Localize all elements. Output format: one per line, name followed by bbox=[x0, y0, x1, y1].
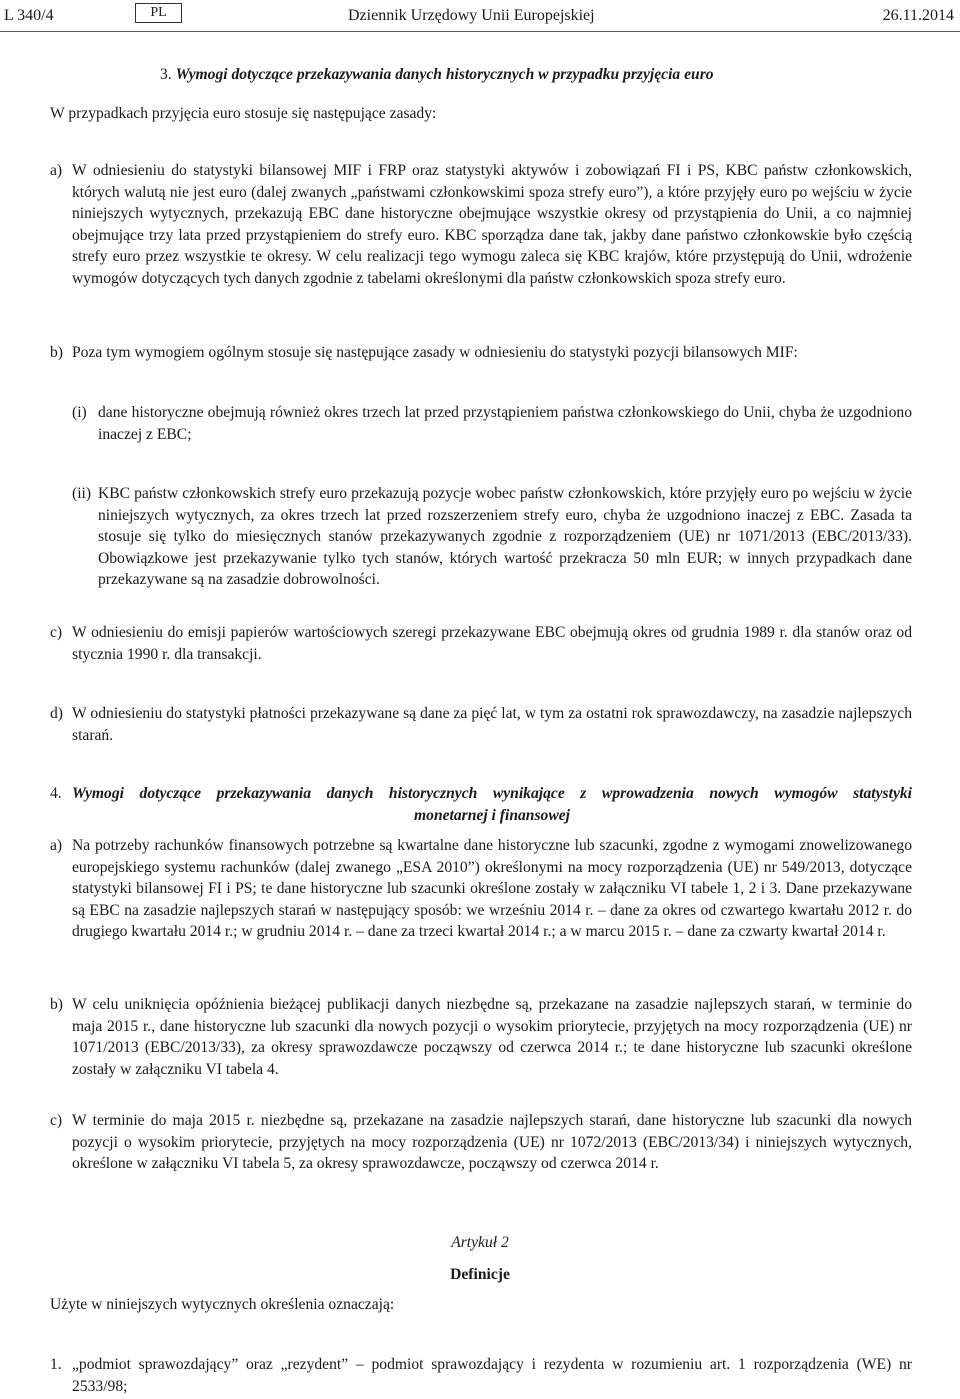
page-reference: L 340/4 bbox=[4, 7, 54, 24]
item-3a-marker: a) bbox=[50, 162, 63, 179]
header-divider bbox=[0, 31, 960, 32]
section-3-number: 3. bbox=[160, 66, 172, 83]
article-2-intro: Użyte w niniejszych wytycznych określenia oznaczają: bbox=[50, 1296, 395, 1313]
item-3b-i-marker: (i) bbox=[72, 404, 87, 421]
item-3b-marker: b) bbox=[50, 344, 63, 361]
definition-1-marker: 1. bbox=[50, 1356, 62, 1373]
definition-1-text: „podmiot sprawozdający” oraz „rezydent” – podmiot sprawozdający i rezydenta w rozumieniu art. 1 rozporządzenia (WE) nr 2533/98; bbox=[72, 1356, 912, 1395]
journal-header bbox=[0, 5, 960, 29]
item-3b-ii-marker: (ii) bbox=[72, 485, 92, 502]
item-4c-marker: c) bbox=[50, 1112, 63, 1129]
item-3b-text: Poza tym wymogiem ogólnym stosuje się następujące zasady w odniesieniu do statystyki pozycji bilansowych MIF: bbox=[72, 344, 798, 361]
section-3-intro: W przypadkach przyjęcia euro stosuje się następujące zasady: bbox=[50, 105, 437, 122]
item-3d-marker: d) bbox=[50, 705, 63, 722]
item-3c-marker: c) bbox=[50, 624, 63, 641]
article-2-title: Definicje bbox=[450, 1266, 510, 1283]
section-3-title: Wymogi dotyczące przekazywania danych historycznych w przypadku przyjęcia euro bbox=[175, 66, 714, 83]
publication-date: 26.11.2014 bbox=[882, 7, 954, 24]
item-4b-text: W celu uniknięcia opóźnienia bieżącej publikacji danych niezbędne są, przekazane na zasadzie najlepszych starań, w terminie do maja 2015 r., dane historyczne lub szacunki dla nowych pozycji o wysokim priorytecie, przyjętych na mocy rozporządzenia (UE) nr 1071/2013 (EBC/2013/33), za okresy sprawozdawcze począwszy od czerwca 2014 r.; te dane historyczne lub szacunki określone zostały w załączniku VI tabela 4. bbox=[72, 996, 912, 1078]
item-3d-text: W odniesieniu do statystyki płatności przekazywane są dane za pięć lat, w tym za ostatni rok sprawozdawczy, na zasadzie najlepszych starań. bbox=[72, 705, 912, 744]
item-3b-i-text: dane historyczne obejmują również okres trzech lat przed przystąpieniem państwa członkowskiego do Unii, chyba że uzgodniono inaczej z EBC; bbox=[98, 404, 912, 443]
journal-title: Dziennik Urzędowy Unii Europejskiej bbox=[348, 7, 595, 24]
section-4-title-line-2: monetarnej i finansowej bbox=[414, 806, 570, 824]
section-3-heading bbox=[160, 64, 940, 86]
item-3a-text: W odniesieniu do statystyki bilansowej MIF i FRP oraz statystyki aktywów i zobowiązań FI i PS, KBC państw członkowskich, których walutą nie jest euro (dalej zwanych „państwami członkowskimi spoza strefy euro”), a które przyjęły euro po wejściu w życie niniejszych wytycznych, przekazują EBC dane historyczne obejmujące wszystkie okresy od przystąpienia do Unii, a co najmniej obejmujące trzy lata przed przystąpieniem do strefy euro. KBC sporządza dane tak, jakby dane państwo członkowskie było częścią strefy euro przez wszystkie te okresy. W celu realizacji tego wymogu zaleca się KBC krajów, które przystępują do Unii, wdrożenie wymogów dotyczących tych danych zgodnie z tabelami określonymi dla państw członkowskich spoza strefy euro. bbox=[72, 162, 912, 287]
item-3b-ii-text: KBC państw członkowskich strefy euro przekazują pozycje wobec państw członkowskich, które przyjęły euro po wejściu w życie niniejszych wytycznych, za okres trzech lat przed rozszerzeniem strefy euro, chyba że uzgodniono inaczej z EBC. Zasada ta stosuje się tylko do miesięcznych stanów przekazywanych zgodnie z rozporządzeniem (UE) nr 1071/2013 (EBC/2013/33). Obowiązkowe jest przekazywanie tylko tych stanów, których wartość przekracza 50 mln EUR; w innych przypadkach dane przekazywane są na zasadzie dobrowolności. bbox=[98, 485, 912, 588]
item-4b-marker: b) bbox=[50, 996, 63, 1013]
item-3c-text: W odniesieniu do emisji papierów wartościowych szeregi przekazywane EBC obejmują okres od grudnia 1989 r. dla stanów oraz od stycznia 1990 r. dla transakcji. bbox=[72, 624, 912, 663]
item-4a-text: Na potrzeby rachunków finansowych potrzebne są kwartalne dane historyczne lub szacunki, zgodne z wymogami znowelizowanego europejskiego systemu rachunków (dalej zwanego „ESA 2010”) określonymi na mocy rozporządzenia (UE) nr 549/2013, dotyczące statystyki bilansowej FI i PS; te dane historyczne lub szacunki określone zostały w załączniku VI tabele 1, 2 i 3. Dane przekazywane są EBC na zasadzie najlepszych starań w następujący sposób: we wrześniu 2014 r. – dane za okres od czwartego kwartału 2012 r. do drugiego kwartału 2014 r.; w grudniu 2014 r. – dane za trzeci kwartał 2014 r.; a w marcu 2015 r. – dane za czwarty kwartał 2014 r. bbox=[72, 837, 912, 940]
section-4-title-line-1: Wymogi dotyczące przekazywania danych historycznych wynikające z wprowadzenia nowych wymogów statystyki bbox=[72, 785, 912, 802]
item-4c-text: W terminie do maja 2015 r. niezbędne są, przekazane na zasadzie najlepszych starań, dane historyczne lub szacunki dla nowych pozycji o wysokim priorytecie, przyjętych na mocy rozporządzenia (UE) nr 1072/2013 (EBC/2013/34) i niniejszych wytycznych, określone w załączniku VI tabela 5, za okresy sprawozdawcze, począwszy od czerwca 2014 r. bbox=[72, 1112, 912, 1172]
article-2-label: Artykuł 2 bbox=[451, 1234, 509, 1251]
language-badge: PL bbox=[135, 3, 182, 23]
section-4-title bbox=[72, 783, 912, 826]
section-4-number: 4. bbox=[50, 785, 62, 802]
item-4a-marker: a) bbox=[50, 837, 63, 854]
